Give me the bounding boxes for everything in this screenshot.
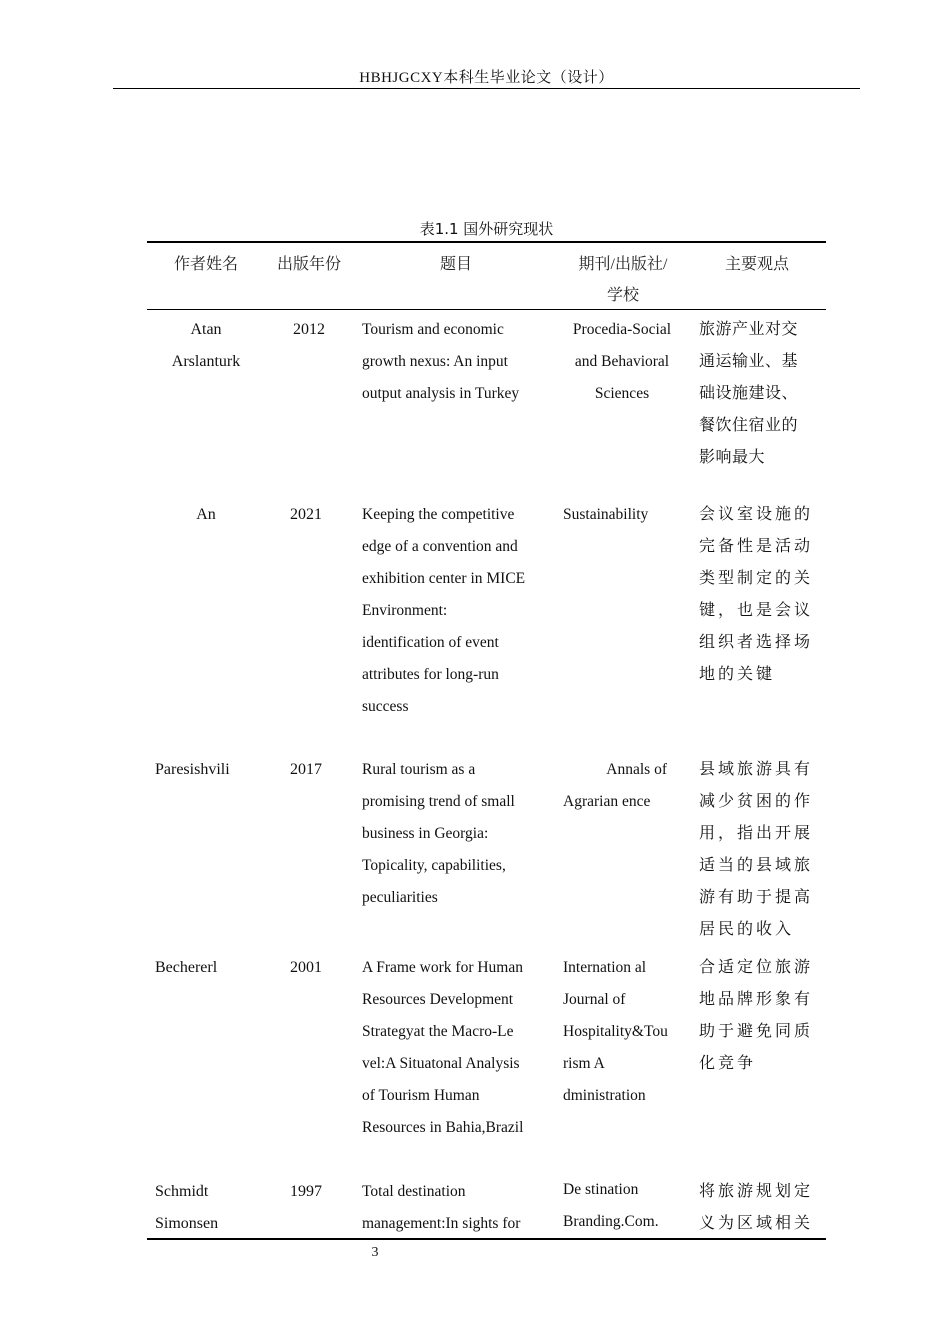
view-cell: 将旅游规划定 义为区域相关 xyxy=(699,1183,814,1232)
author-cell: An xyxy=(196,506,216,523)
title-cell: A Frame work for Human Resources Development Strategyat the Macro-Le vel:A Situatonal Analysis of Tourism Human Resources in Bahia,Brazil xyxy=(362,959,524,1136)
research-table xyxy=(147,241,826,1240)
column-header-year: 出版年份 xyxy=(276,256,341,273)
view-cell: 合适定位旅游 地品牌形象有 助于避免同质 化竞争 xyxy=(699,959,814,1072)
author-cell: Paresishvili xyxy=(155,761,230,778)
year-cell: 2012 xyxy=(293,321,325,338)
author-cell: Schmidt Simonsen xyxy=(155,1183,219,1232)
column-header-author: 作者姓名 xyxy=(173,256,238,273)
view-cell: 旅游产业对交 通运输业、基 础设施建设、 餐饮住宿业的 影响最大 xyxy=(699,321,799,466)
title-cell: Keeping the competitive edge of a convention and exhibition center in MICE Environment: identification of event attributes for long-run success xyxy=(362,506,526,715)
title-cell: Tourism and economic growth nexus: An input output analysis in Turkey xyxy=(362,321,520,402)
year-cell: 2001 xyxy=(290,959,322,976)
journal-cell: Procedia-Social and Behavioral Sciences xyxy=(572,321,672,402)
author-cell: Bechererl xyxy=(155,959,218,976)
journal-cell: Annals of Agrarian ence xyxy=(563,761,667,810)
year-cell: 2021 xyxy=(290,506,322,523)
title-cell: Rural tourism as a promising trend of small business in Georgia: Topicality, capabilities, peculiarities xyxy=(362,761,515,906)
header-rule xyxy=(113,88,860,89)
year-cell: 2017 xyxy=(290,761,322,778)
title-cell: Total destination management:In sights for xyxy=(362,1183,521,1232)
table-caption: 表1.1 国外研究现状 xyxy=(419,220,554,238)
journal-cell: De stination Branding.Com. xyxy=(563,1181,659,1230)
page-header: HBHJGCXY本科生毕业论文（设计） xyxy=(359,70,614,86)
column-header-journal: 期刊/出版社/学校 xyxy=(578,256,668,304)
view-cell: 县域旅游具有 减少贫困的作 用，指出开展 适当的县域旅 游有助于提高 居民的收入 xyxy=(699,761,814,938)
column-header-title: 题目 xyxy=(439,256,472,273)
view-cell: 会议室设施的 完备性是活动 类型制定的关 键，也是会议 组织者选择场 地的关键 xyxy=(699,506,814,683)
author-cell: Atan Arslanturk xyxy=(171,321,241,370)
journal-cell: Sustainability xyxy=(563,506,649,523)
header-rule-line xyxy=(147,309,826,310)
journal-cell: Internation al Journal of Hospitality&Tou rism A dministration xyxy=(563,959,668,1104)
column-header-view: 主要观点 xyxy=(724,256,789,273)
year-cell: 1997 xyxy=(290,1183,322,1200)
page-number: 3 xyxy=(371,1245,379,1260)
